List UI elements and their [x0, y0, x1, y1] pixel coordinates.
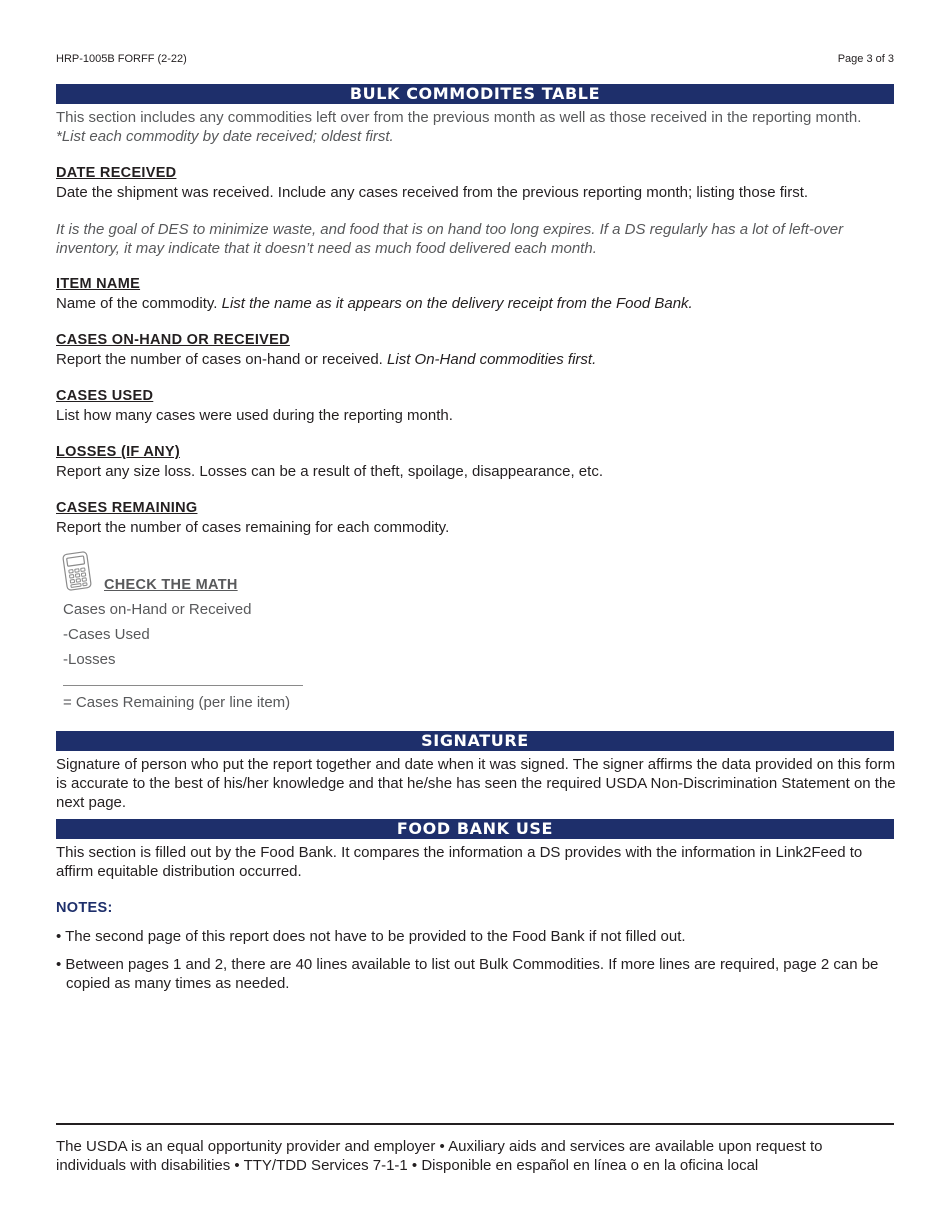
cases-on-hand-desc: Report the number of cases on-hand or received. List On-Hand commodities first.	[56, 351, 597, 368]
math-divider	[63, 685, 303, 686]
check-math-heading: CHECK THE MATH	[104, 577, 238, 593]
date-received-heading: DATE RECEIVED	[56, 165, 177, 181]
signature-banner: SIGNATURE	[56, 731, 894, 751]
item-name-heading: ITEM NAME	[56, 276, 141, 292]
date-received-desc: Date the shipment was received. Include any cases received from the previous reporting month; listing those first.	[56, 184, 809, 201]
cases-used-heading: CASES USED	[56, 388, 154, 404]
date-received-goal: It is the goal of DES to minimize waste, and food that is on hand too long expires. If a DS regularly has a lot of left-over inventory, it may indicate that it doesn’t need as much food delivered each month.	[56, 221, 844, 257]
math-line-on-hand: Cases on-Hand or Received	[63, 601, 252, 618]
losses-heading: LOSSES (IF ANY)	[56, 444, 180, 460]
note-item: • The second page of this report does not have to be provided to the Food Bank if not filled out.	[56, 928, 686, 945]
bulk-intro-note: *List each commodity by date received; oldest first.	[56, 128, 394, 145]
cases-on-hand-heading: CASES ON-HAND OR RECEIVED	[56, 332, 290, 348]
food-bank-banner: FOOD BANK USE	[56, 819, 894, 839]
cases-used-desc: List how many cases were used during the reporting month.	[56, 407, 453, 424]
math-result: = Cases Remaining (per line item)	[63, 694, 291, 711]
food-bank-desc: This section is filled out by the Food Bank. It compares the information a DS provides with the information in Link2Feed to affirm equitable distribution occurred.	[56, 844, 863, 880]
bulk-intro: This section includes any commodities left over from the previous month as well as those received in the reporting month.	[56, 109, 862, 126]
bulk-commodities-banner: BULK COMMODITES TABLE	[56, 84, 894, 104]
losses-desc: Report any size loss. Losses can be a result of theft, spoilage, disappearance, etc.	[56, 463, 603, 480]
form-id: HRP-1005B FORFF (2-22)	[56, 53, 187, 65]
page-number: Page 3 of 3	[837, 53, 894, 65]
item-name-desc: Name of the commodity. List the name as it appears on the delivery receipt from the Food Bank.	[56, 295, 693, 312]
cases-remaining-heading: CASES REMAINING	[56, 500, 198, 516]
math-line-losses: -Losses	[63, 651, 116, 668]
footer-divider	[56, 1123, 894, 1125]
calculator-icon	[57, 551, 97, 591]
math-line-used: -Cases Used	[63, 626, 150, 643]
footer-statement: The USDA is an equal opportunity provider and employer • Auxiliary aids and services are available upon request to individuals with disabilities • TTY/TDD Services 7-1-1 • Disponible en español en línea o en la oficina local	[56, 1138, 823, 1174]
cases-remaining-desc: Report the number of cases remaining for each commodity.	[56, 519, 450, 536]
signature-desc: Signature of person who put the report together and date when it was signed. The signer affirms the data provided on this form is accurate to the best of his/her knowledge and that he/she has seen the required USDA Non-Discrimination Statement on the next page.	[56, 756, 896, 811]
notes-heading: NOTES:	[56, 900, 113, 916]
note-item: • Between pages 1 and 2, there are 40 lines available to list out Bulk Commodities. If more lines are required, page 2 can be copied as many times as needed.	[56, 956, 879, 992]
